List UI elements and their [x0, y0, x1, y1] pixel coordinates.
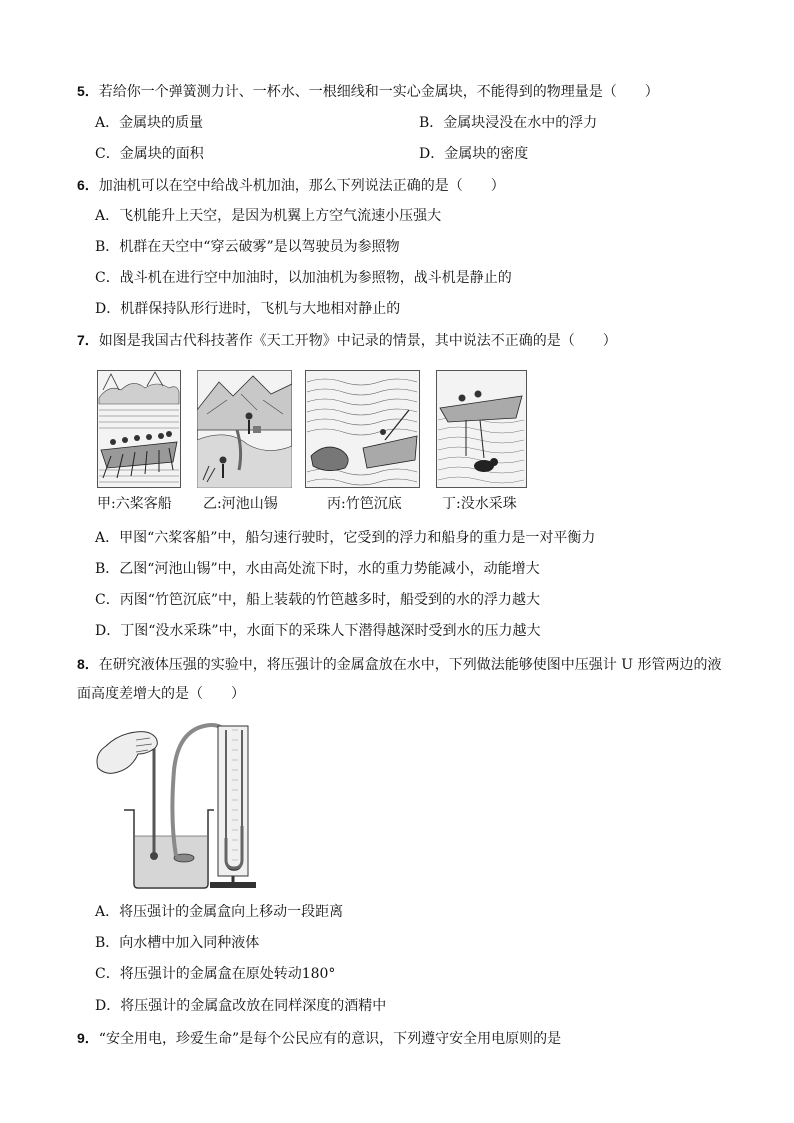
question-number: 8． — [77, 656, 99, 672]
question-8-stem — [77, 654, 722, 675]
q6-option-d: D．机群保持队形行进时，飞机与大地相对静止的 — [95, 301, 401, 317]
q6-option-c: C．战斗机在进行空中加油时，以加油机为参照物，战斗机是静止的 — [95, 270, 512, 286]
question-number: 7． — [77, 332, 99, 348]
q8-option-c: C．将压强计的金属盒在原处转动180° — [95, 966, 336, 982]
question-number: 5． — [77, 83, 99, 99]
caption-jia: 甲:六桨客船 — [97, 496, 172, 512]
stem-text: “安全用电，珍爱生命”是每个公民应有的意识，下列遵守安全用电原则的是 — [98, 1031, 562, 1047]
figure-bing-ship — [305, 370, 420, 488]
question-5-stem — [77, 81, 659, 102]
q8-option-b: B．向水槽中加入同种液体 — [95, 935, 260, 951]
q8-option-a: A．将压强计的金属盒向上移动一段距离 — [95, 904, 344, 920]
figure-pressure-gauge — [92, 710, 282, 892]
q7-option-a: A．甲图“六桨客船”中，船匀速行驶时，它受到的浮力和船身的重力是一对平衡力 — [95, 530, 596, 546]
figure-ding-diver — [436, 370, 527, 488]
caption-ding: 丁:没水采珠 — [442, 496, 517, 512]
stem-text: 若给你一个弹簧测力计、一杯水、一根细线和一实心金属块，不能得到的物理量是（ ） — [98, 84, 659, 100]
stem-text: 加油机可以在空中给战斗机加油，那么下列说法正确的是（ ） — [98, 178, 505, 194]
question-number: 9． — [77, 1030, 99, 1046]
question-8-stem-line2: 面高度差增大的是（ ） — [77, 686, 245, 702]
stem-text: 在研究液体压强的实验中，将压强计的金属盒放在水中，下列做法能够使图中压强计 U 形管两边的液 — [98, 657, 722, 673]
q7-option-c: C．丙图“竹笆沉底”中，船上装载的竹笆越多时，船受到的水的浮力越大 — [95, 592, 541, 608]
q5-option-a: A．金属块的质量 — [95, 115, 204, 131]
question-number: 6． — [77, 177, 99, 193]
stem-text: 如图是我国古代科技著作《天工开物》中记录的情景，其中说法不正确的是（ ） — [98, 333, 617, 349]
caption-yi: 乙:河池山锡 — [203, 496, 278, 512]
question-9-stem — [77, 1028, 561, 1049]
q5-option-c: C．金属块的面积 — [95, 146, 204, 162]
figure-yi-mountain — [197, 370, 292, 488]
question-7-stem — [77, 330, 617, 351]
caption-bing: 丙:竹笆沉底 — [327, 496, 402, 512]
q5-option-b: B．金属块浸没在水中的浮力 — [419, 115, 598, 131]
q7-option-d: D．丁图“没水采珠”中，水面下的采珠人下潜得越深时受到水的压力越大 — [95, 623, 541, 639]
q7-option-b: B．乙图“河池山锡”中，水由高处流下时，水的重力势能减小，动能增大 — [95, 561, 540, 577]
q5-option-d: D．金属块的密度 — [419, 146, 529, 162]
q8-option-d: D．将压强计的金属盒改放在同样深度的酒精中 — [95, 998, 387, 1014]
figure-jia-boat — [97, 370, 181, 488]
q6-option-a: A．飞机能升上天空，是因为机翼上方空气流速小压强大 — [95, 208, 442, 224]
question-6-stem — [77, 175, 505, 196]
q6-option-b: B．机群在天空中“穿云破雾”是以驾驶员为参照物 — [95, 239, 400, 255]
